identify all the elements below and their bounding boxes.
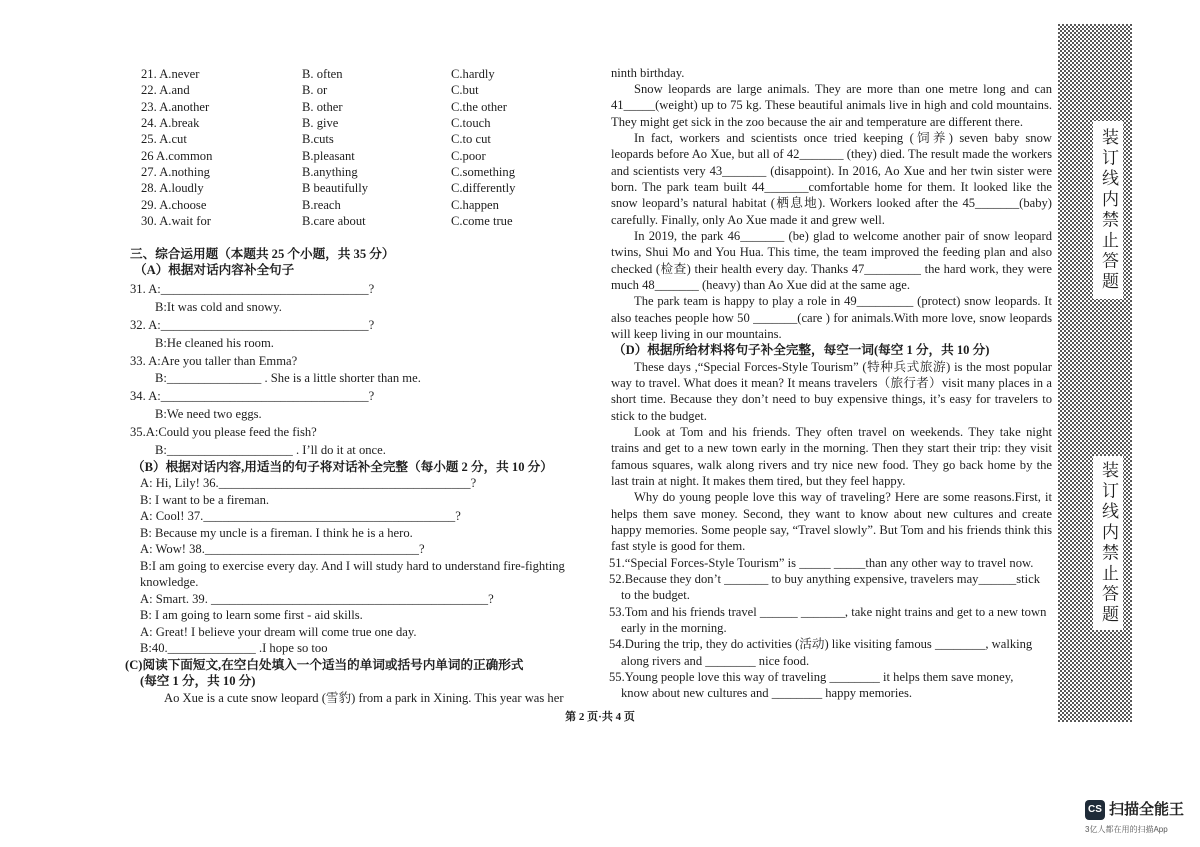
passage-line: and scientists very 43_______ (disappoint). In 2016, Ao Xue and her twin sister were xyxy=(611,163,1052,178)
section-heading: （D）根据所给材料将句子补全完整，每空一词(每空 1 分，共 10 分) xyxy=(613,343,990,358)
dialogue-question-line: 34. A:_________________________________? xyxy=(130,389,375,404)
choice-row xyxy=(141,115,581,131)
dialogue-line: B:I am going to exercise every day. And I will study hard to understand fire-fighting xyxy=(140,558,565,573)
passage-line: short time. Because they don’t need to buy expensive things, it’s easy for travelers to xyxy=(611,392,1052,407)
page-number-footer: 第 2 页·共 4 页 xyxy=(565,711,635,723)
dialogue-question-line: 32. A:_________________________________? xyxy=(130,317,375,332)
section-three-title: 三、综合运用题（本题共 25 个小题，共 35 分） xyxy=(130,247,395,261)
choice-option-b: B.cuts xyxy=(302,132,334,147)
passage-line: way to travel. What does it mean? It means travelers（旅行者）visit many places in a xyxy=(611,376,1052,391)
choice-option-c: C.hardly xyxy=(451,67,495,81)
choice-option-a: 27. A.nothing xyxy=(141,164,210,179)
dialogue-answer-line: B:We need two eggs. xyxy=(155,407,262,422)
choice-option-a: 26 A.common xyxy=(141,148,213,163)
dialogue-question-line: 31. A:_________________________________? xyxy=(130,282,375,296)
choice-option-c: C.come true xyxy=(451,213,513,228)
choice-row xyxy=(141,213,581,229)
choice-option-c: C.poor xyxy=(451,148,486,163)
passage-line: In 2019, the park 46_______ (be) glad to welcome another pair of snow leopard xyxy=(634,229,1052,244)
passage-line: These days ,“Special Forces-Style Tourism” (特种兵式旅游) is the most popular xyxy=(634,359,1052,374)
choice-option-a: 29. A.choose xyxy=(141,197,207,212)
dialogue-line: B: Because my uncle is a fireman. I think he is a hero. xyxy=(140,525,413,540)
passage-line: born. The park team built 44_______comfortable home for them. It looked like the xyxy=(611,180,1052,195)
question-line: know about new cultures and ________ happy memories. xyxy=(621,686,912,701)
dialogue-line: B: I am going to learn some first - aid skills. xyxy=(140,608,363,623)
choice-option-a: 22. A.and xyxy=(141,83,190,98)
passage-line: snow leopard’s natural habitat (栖息地). Workers looked after the 45_______(baby) xyxy=(611,196,1052,211)
choice-row xyxy=(141,148,581,164)
passage-line: will keep living in our mountains. xyxy=(611,327,782,342)
choice-option-b: B.anything xyxy=(302,164,358,179)
choice-option-b: B.pleasant xyxy=(302,148,355,163)
dialogue-line: A: Wow! 38.__________________________________? xyxy=(140,542,425,557)
passage-line: carefully. Finally, only Ao Xue made it and grew well. xyxy=(611,212,885,227)
question-line: 53.Tom and his friends travel ______ _______, take night trains and get to a new town xyxy=(609,604,1047,619)
choice-row xyxy=(141,180,581,196)
part-b-title: （B）根据对话内容,用适当的句子将对话补全完整（每小题 2 分，共 10 分） xyxy=(132,459,553,474)
passage-line: trains and get to a new town early in the morning. Then they start their trip: they visit xyxy=(611,441,1052,456)
choice-option-c: C.to cut xyxy=(451,132,491,147)
passage-line: fast style is good for them. xyxy=(611,539,746,554)
binding-line-notice: 装订线内禁止答题 xyxy=(1093,456,1123,630)
passage-line: ninth birthday. xyxy=(611,65,685,80)
passage-line: twins, Shui Mo and You Hua. This time, the team improved the feeding plan and also xyxy=(611,245,1052,260)
right-column-passages xyxy=(611,65,1052,702)
passage-line: much 48_______ (heavy) than Ao Xue did at the same age. xyxy=(611,278,911,293)
dialogue-question-line: 33. A:Are you taller than Emma? xyxy=(130,353,298,368)
choice-option-b: B. or xyxy=(302,83,328,98)
part-a-dialogues xyxy=(130,281,585,460)
choice-option-c: C.the other xyxy=(451,99,507,114)
section-three-heading xyxy=(130,246,585,278)
passage-line: happy memories. Some people say, “Travel slowly”. But Tom and his friends think this xyxy=(611,522,1052,537)
dialogue-line: A: Great! I believe your dream will come true one day. xyxy=(140,624,417,639)
dialogue-line: B: I want to be a fireman. xyxy=(140,492,270,507)
passage-line: stick to the budget. xyxy=(611,408,707,423)
passage-line: leopards before Ao Xue, but all of 42_______ (they) died. The result made the workers xyxy=(611,147,1052,162)
passage-line: last train at night. It makes them tired, but they feel happy. xyxy=(611,474,906,488)
choice-option-b: B.reach xyxy=(302,197,341,212)
choice-row xyxy=(141,164,581,180)
dialogue-question-line: 35.A:Could you please feed the fish? xyxy=(130,425,317,440)
question-line: along rivers and ________ nice food. xyxy=(621,653,810,668)
passage-line: The park team is happy to play a role in 49_________ (protect) snow leopards. It xyxy=(634,294,1052,309)
choice-row xyxy=(141,131,581,147)
dialogue-line: A: Smart. 39. ____________________________________________? xyxy=(140,591,494,606)
choice-option-c: C.but xyxy=(451,83,479,98)
dialogue-answer-line: B:He cleaned his room. xyxy=(155,335,274,350)
choice-row xyxy=(141,82,581,98)
dialogue-answer-line: B:____________________ . I’ll do it at once. xyxy=(155,443,386,458)
question-line: 51.“Special Forces-Style Tourism” is _____ _____than any other way to travel now. xyxy=(609,555,1034,570)
question-line: early in the morning. xyxy=(621,620,727,635)
passage-line: In fact, workers and scientists once tried keeping (饲养) seven baby snow xyxy=(634,131,1052,146)
part-b-dialogue xyxy=(130,475,588,657)
passage-line: 41_____(weight) up to 75 kg. These beautiful animals live in high and cold mountains. xyxy=(611,98,1052,113)
choice-option-c: C.differently xyxy=(451,181,516,196)
passage-line: famous squares, walk along rivers and try nice new food. They go back home by the xyxy=(611,457,1052,472)
choice-option-a: 21. A.never xyxy=(141,67,200,81)
dialogue-answer-line: B:_______________ . She is a little shorter than me. xyxy=(155,371,421,386)
passage-line: helps them save money. Second, they want to know about new cultures and create xyxy=(611,506,1052,521)
choice-option-a: 23. A.another xyxy=(141,99,210,114)
choice-option-b: B beautifully xyxy=(302,181,369,196)
dialogue-line: A: Cool! 37.________________________________________? xyxy=(140,509,461,524)
part-b-and-c xyxy=(125,459,588,707)
passage-line: Snow leopards are large animals. They are more than one metre long and can xyxy=(634,82,1052,97)
passage-line: Why do young people love this way of traveling? Here are some reasons.First, it xyxy=(634,490,1052,505)
dialogue-answer-line: B:It was cold and snowy. xyxy=(155,299,282,314)
part-c-title: (C)阅读下面短文,在空白处填入一个适当的单词或括号内单词的正确形式 xyxy=(125,657,524,672)
choice-option-c: C.something xyxy=(451,164,516,179)
dialogue-line: knowledge. xyxy=(140,575,199,590)
passage-line: also teaches people how 50 _______(care ) for animals.With more love, snow leopards xyxy=(611,310,1052,325)
part-a-title: （A）根据对话内容补全句子 xyxy=(134,263,295,277)
choice-option-b: B.care about xyxy=(302,213,366,228)
choice-row xyxy=(141,66,581,82)
scanner-app-name: 扫描全能王 xyxy=(1109,801,1185,818)
question-line: 52.Because they don’t _______ to buy anything expensive, travelers may______stick xyxy=(609,571,1041,586)
choice-option-b: B. other xyxy=(302,99,343,114)
part-c-passage-line: Ao Xue is a cute snow leopard (雪豹) from a park in Xining. This year was her xyxy=(164,690,564,705)
passage-line: checked (检查) their health every day. Thanks 47_________ the hard work, they were xyxy=(611,261,1052,276)
choice-row xyxy=(141,99,581,115)
choice-option-b: B. give xyxy=(302,115,339,130)
passage-line: Look at Tom and his friends. They often travel on weekends. They take night xyxy=(634,425,1052,440)
choice-option-c: C.happen xyxy=(451,197,499,212)
question-line: 55.Young people love this way of traveling ________ it helps them save money, xyxy=(609,669,1014,684)
choice-option-a: 25. A.cut xyxy=(141,132,187,147)
dialogue-line: A: Hi, Lily! 36.________________________________________? xyxy=(140,476,477,491)
scanner-app-tagline: 3亿人都在用的扫描App xyxy=(1085,825,1168,834)
passage-line: They might get sick in the zoo because the air and temperature are different there. xyxy=(611,114,1024,129)
part-c-score-note: (每空 1 分，共 10 分) xyxy=(140,674,256,689)
binding-line-notice: 装订线内禁止答题 xyxy=(1093,121,1123,299)
choice-row xyxy=(141,197,581,213)
multiple-choice-options xyxy=(141,66,581,229)
question-line: 54.During the trip, they do activities (活动) like visiting famous ________, walking xyxy=(609,637,1033,652)
choice-option-a: 24. A.break xyxy=(141,115,200,130)
choice-option-c: C.touch xyxy=(451,115,491,130)
choice-option-a: 28. A.loudly xyxy=(141,181,204,196)
question-line: to the budget. xyxy=(621,588,690,603)
dialogue-line: B:40.______________ .I hope so too xyxy=(140,641,328,656)
choice-option-a: 30. A.wait for xyxy=(141,213,211,228)
camscanner-logo-icon: CS xyxy=(1085,800,1105,820)
choice-option-b: B. often xyxy=(302,67,343,81)
